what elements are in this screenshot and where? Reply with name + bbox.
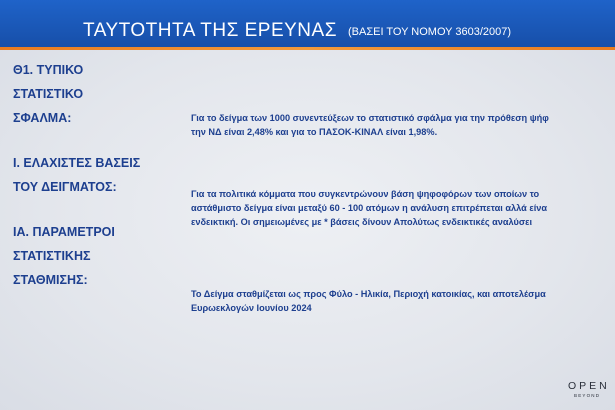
- section-iota-text-line2: αστάθμιστο δείγμα είναι μεταξύ 60 - 100 ατόμων η ανάλυση επιτρέπεται αλλά είνα: [191, 203, 548, 213]
- section-theta1-label-line1: Θ1. ΤΥΠΙΚΟ: [13, 63, 84, 77]
- section-iota-text-line3: ενδεικτική. Οι σημειωμένες με * βάσεις δίνουν Απολύτως ενδεικτικές αναλύσει: [191, 217, 533, 227]
- header-bar: [0, 0, 615, 47]
- section-iota-alpha-label-line2: ΣΤΑΤΙΣΤΙΚΗΣ: [13, 249, 91, 263]
- section-iota-label-line1: Ι. ΕΛΑΧΙΣΤΕΣ ΒΑΣΕΙΣ: [13, 156, 141, 170]
- section-theta1-text-line1: Για το δείγμα των 1000 συνεντεύξεων το στατιστικό σφάλμα για την πρόθεση ψήφ: [191, 113, 549, 123]
- logo-wordmark: OPEN: [568, 380, 610, 392]
- section-iota-label-line2: ΤΟΥ ΔΕΙΓΜΑΤΟΣ:: [13, 180, 117, 194]
- section-theta1-label-line2: ΣΤΑΤΙΣΤΙΚΟ: [13, 87, 84, 101]
- page-title: ΤΑΥΤΟΤΗΤΑ ΤΗΣ ΕΡΕΥΝΑΣ: [83, 20, 337, 41]
- page-subtitle: (ΒΑΣΕΙ ΤΟΥ ΝΟΜΟΥ 3603/2007): [348, 26, 512, 38]
- section-theta1-text-line2: την ΝΔ είναι 2,48% και για το ΠΑΣΟΚ-ΚΙΝΑΛ είναι 1,98%.: [191, 127, 438, 137]
- logo-tagline: BEYOND: [574, 393, 601, 398]
- section-iota-alpha-label-line1: ΙΑ. ΠΑΡΑΜΕΤΡΟΙ: [13, 225, 115, 239]
- section-iota-alpha-label-line3: ΣΤΑΘΜΙΣΗΣ:: [13, 273, 88, 287]
- section-iota-alpha-text-line2: Ευρωεκλογών Ιουνίου 2024: [191, 303, 312, 313]
- section-theta1-label-line3: ΣΦΑΛΜΑ:: [13, 111, 72, 125]
- section-iota-alpha-text-line1: Το Δείγμα σταθμίζεται ως προς Φύλο - Ηλικία, Περιοχή κατοικίας, και αποτελέσμα: [191, 289, 546, 299]
- section-iota-text-line1: Για τα πολιτικά κόμματα που συγκεντρώνουν βάση ψηφοφόρων των οποίων το: [191, 189, 540, 199]
- open-beyond-logo-icon: [568, 380, 612, 402]
